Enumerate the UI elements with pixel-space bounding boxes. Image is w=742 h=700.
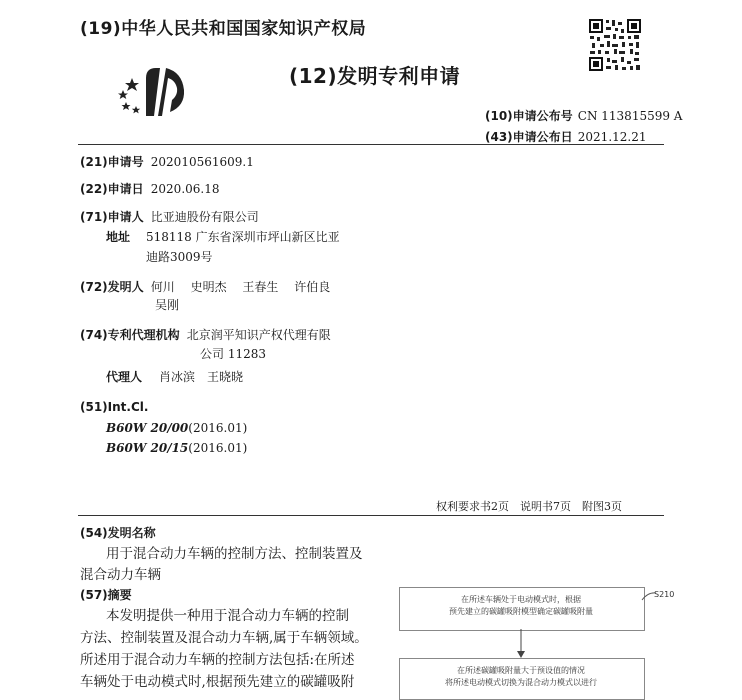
inventors-line1: 何川 史明杰 王春生 许伯良 <box>150 280 331 294</box>
inventor-label: 发明人 <box>107 280 144 294</box>
publication-date <box>485 126 647 145</box>
pub-date-value: 2021.12.21 <box>577 130 647 144</box>
applicant <box>80 206 259 225</box>
filing-date-label: 申请日 <box>107 182 144 196</box>
abstract-line3: 所述用于混合动力车辆的控制方法包括:在所述 <box>80 652 355 668</box>
office-code: (19) <box>80 19 122 39</box>
title-label: 发明名称 <box>107 526 156 540</box>
agency-label: 专利代理机构 <box>107 328 180 342</box>
applicant-label: 申请人 <box>107 210 144 224</box>
office-name-text: 中华人民共和国国家知识产权局 <box>121 19 367 39</box>
office-name <box>80 14 366 39</box>
abstract-code: (57) <box>80 588 108 602</box>
pub-date-code: (43) <box>485 130 513 144</box>
agency <box>80 324 331 343</box>
abstract-line2: 方法、控制装置及混合动力车辆,属于车辆领域。 <box>80 630 368 646</box>
app-no-code: (21) <box>80 155 108 169</box>
app-no-label: 申请号 <box>107 155 144 169</box>
patent-office-logo-icon <box>112 62 190 124</box>
doc-kind-text: 发明专利申请 <box>337 64 461 88</box>
filing-date-code: (22) <box>80 182 108 196</box>
ipc-heading <box>80 396 148 415</box>
address-line1: 518118 广东省深圳市坪山新区比亚 <box>146 230 340 244</box>
doc-kind-code: (12) <box>289 64 338 88</box>
pub-no-label: 申请公布号 <box>512 109 573 123</box>
inventor-code: (72) <box>80 280 108 294</box>
document-kind <box>289 60 460 89</box>
filing-date-value: 2020.06.18 <box>150 182 220 196</box>
flowchart-step-label: S210 <box>654 590 675 599</box>
filing-date <box>80 178 220 197</box>
title-code: (54) <box>80 526 108 540</box>
flowchart-step-2-line2: 将所述电动模式切换为混合动力模式以进行 <box>445 678 597 687</box>
abstract-line1: 本发明提供一种用于混合动力车辆的控制 <box>106 608 349 624</box>
flowchart-step-1-line1: 在所述车辆处于电动模式时，根据 <box>461 595 581 604</box>
pub-no-value: CN 113815599 A <box>577 109 683 123</box>
ipc-code: (51) <box>80 400 108 414</box>
applicant-value: 比亚迪股份有限公司 <box>150 210 259 224</box>
agency-code: (74) <box>80 328 108 342</box>
title-line1: 用于混合动力车辆的控制方法、控制装置及 <box>106 546 363 562</box>
inventors-line2: 吴刚 <box>155 298 180 312</box>
step-label-leader-icon <box>640 590 660 602</box>
address-line2: 迪路3009号 <box>146 250 213 264</box>
ipc-entry-2 <box>106 437 247 456</box>
flowchart-step-2-line1: 在所述碳罐吸附量大于预设值的情况 <box>457 666 585 675</box>
pub-no-code: (10) <box>485 109 513 123</box>
page-counts: 权利要求书2页 说明书7页 附图3页 <box>436 500 622 513</box>
qr-code-icon <box>588 18 642 72</box>
header-rule <box>78 144 664 145</box>
agent-value: 肖冰滨 王晓晓 <box>159 370 244 384</box>
address-label: 地址 <box>106 230 131 244</box>
pub-date-label: 申请公布日 <box>512 130 573 144</box>
ipc1-date: (2016.01) <box>188 421 248 435</box>
ipc1-class: B60W 20/00 <box>106 421 189 435</box>
abstract-line4: 车辆处于电动模式时,根据预先建立的碳罐吸附 <box>80 674 355 690</box>
ipc-entry-1 <box>106 417 247 436</box>
application-number <box>80 151 254 170</box>
flowchart-step-1-line2: 预先建立的碳罐吸附模型确定碳罐吸附量 <box>449 607 593 616</box>
agent-label: 代理人 <box>106 370 143 384</box>
title-line2: 混合动力车辆 <box>80 567 161 583</box>
agency-line1: 北京润平知识产权代理有限 <box>186 328 331 342</box>
ipc-label: Int.Cl. <box>107 400 149 414</box>
inventors <box>80 276 330 295</box>
abstract-heading <box>80 584 132 603</box>
abstract-label: 摘要 <box>107 588 132 602</box>
agency-line2: 公司 11283 <box>200 347 266 361</box>
ipc2-class: B60W 20/15 <box>106 441 189 455</box>
biblio-rule <box>78 515 664 516</box>
ipc2-date: (2016.01) <box>188 441 248 455</box>
applicant-code: (71) <box>80 210 108 224</box>
title-heading <box>80 522 156 541</box>
app-no-value: 202010561609.1 <box>150 155 254 169</box>
flow-arrow-icon <box>516 629 526 659</box>
publication-number <box>485 105 682 124</box>
